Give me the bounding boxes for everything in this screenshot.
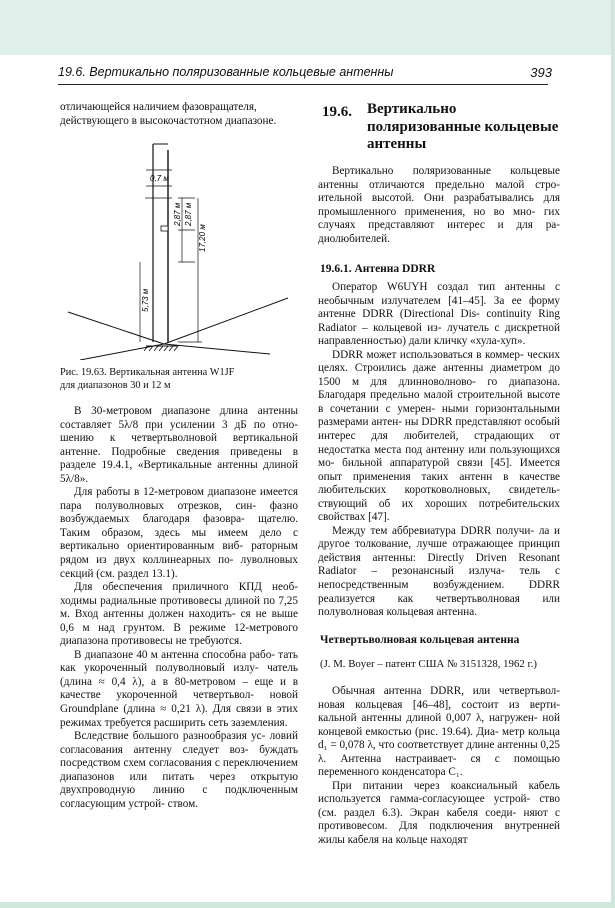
section-number: 19.6. xyxy=(322,104,352,120)
scan-margin-bottom xyxy=(0,902,615,908)
dim-label: 2,87 м xyxy=(184,202,193,226)
text-line: отличающейся наличием фазовращателя, xyxy=(60,101,257,113)
figure-caption xyxy=(60,367,300,392)
ddrr-body xyxy=(318,281,560,620)
paragraph: Между тем аббревиатура DDRR получи- ла и другое толкование, лучше отражающее принцип действия антенны: Directly Driven Resonant Radiator – резонансный излуча- тель с непосредственным возбуждением. DDRR реализуется как четвертьволновая или полуволновая кольцевая антенна. xyxy=(318,524,561,619)
patent-citation: (J. M. Boyer – патент США № 3151328, 1962 г.) xyxy=(320,658,537,670)
paragraph: Для работы в 12-метровом диапазоне имеется пара полуволновых отрезков, син- фазно возбуждаемых благодаря фазовра- щателю. Таким образом, здесь мы имеем дело с вертикально ориентированным виб- раторным рядом из двух коллинеарных по- луволновых секций (см. раздел 13.1). xyxy=(60,486,299,580)
paragraph: Обычная антенна DDRR, или четвертьвол- новая кольцевая [46–48], состоит из верти- кальной антенны длиной 0,007 λ, нагружен- ной концевой емкостью (рис. 19.64). Диа- метр кольца d₁ = 0,078 λ, что соответствует длине антенны 0,25 λ. Антенна настраивает- ся с помощью переменного конденсатора C₁. xyxy=(318,685,561,779)
left-body xyxy=(60,405,298,811)
antenna-figure xyxy=(60,140,298,360)
paragraph: При питании через коаксиальный кабель используется гамма-согласующее устрой- ство (см. раздел 6.3). Экран кабеля соеди- няют с противовесом. Для подключения внутренней жилы кабеля на кольце находят xyxy=(318,779,561,847)
header-title: 19.6. Вертикально поляризованные кольцевые антенны xyxy=(58,65,394,79)
left-intro xyxy=(60,101,298,128)
dim-label: 5,73 м xyxy=(141,288,150,312)
running-header xyxy=(58,62,552,85)
caption-line: для диапазонов 30 и 12 м xyxy=(60,379,171,391)
paragraph: Оператор W6UYH создал тип антенны с необычным излучателем [41–45]. За ее форму антенне DDRR (Directional Dis- continuity Ring Radiator – кольцевой из- лучатель с дискретной направленностью) дали кличку «хула-хуп». xyxy=(318,281,560,348)
paragraph: Для обеспечения приличного КПД необ- ходимы радиальные противовесы длиной по 7,25 м. Вход антенны должен находить- ся не выше 0,6 м над грунтом. В режиме 12-метрового диапазона противовесы не требуются. xyxy=(60,581,299,648)
page-number: 393 xyxy=(530,65,552,80)
subheading: Четвертьволновая кольцевая антенна xyxy=(320,634,520,646)
paragraph: В 30-метровом диапазоне длина антенны составляет 5λ/8 при усилении 3 дБ по отно- шению к четвертьволновой вертикальной антенне. Подробные сведения приведены в разделе 19.4.1, «Вертикальные антенны длиной 5λ/8». xyxy=(60,405,299,485)
text-line: действующего в высокочастотном диапазоне. xyxy=(60,114,277,127)
paragraph: В диапазоне 40 м антенна способна рабо- тать как укороченный полуволновый излу- чатель (длина ≈ 0,4 λ), а в 80-метровом – еще и в качестве укороченной четвертьвол- новой Groundplane (длина ≈ 0,21 λ). Для связи в этих режимах требуется расширить сеть заземления. xyxy=(60,648,299,729)
dim-label: 17,20 м xyxy=(198,224,207,252)
section-intro xyxy=(318,165,560,246)
quarter-wave-body xyxy=(318,685,560,848)
paragraph: DDRR может использоваться в коммер- ческих целях. Строились даже антенны диаметром до 1500 м для длинноволново- го диапазона. Благодаря предельно малой строительной высоте в сочетании с умерен- ными горизонтальными размерами антен- ны DDRR представляют особый интерес для любителей, страдающих от недостатка места под антенну или пользующихся мо- бильной аппаратурой связи [45]. Имеется опыт применения таких антенн в качестве любительских коротковолновых, свидетель- ствующий об их хороших потребительских свойствах [47]. xyxy=(318,348,561,524)
dim-label: 0,7 м xyxy=(150,174,169,183)
scan-margin-top xyxy=(0,0,615,55)
paragraph: Вертикально поляризованные кольцевые антенны отличаются предельно малой стро- ительной высотой. Они разрабатывались для промышленного применения, но во мно- гих случаях представляют интерес и для ра- диолюбителей. xyxy=(318,165,560,245)
caption-line: Рис. 19.63. Вертикальная антенна W1JF xyxy=(60,367,235,378)
section-title: Вертикально поляризованные кольцевые антенны xyxy=(367,101,559,152)
paragraph: Вследствие большого разнообразия ус- ловий согласования антенну следует воз- буждать посредством схем согласования с переключением диапазонов или питать через открытую двухпроводную линию с подключенным согласующим устрой- ством. xyxy=(60,730,299,810)
dim-label: 2,87 м xyxy=(173,202,182,226)
subsection-title: 19.6.1. Антенна DDRR xyxy=(320,263,436,275)
scan-margin-right xyxy=(611,0,615,908)
